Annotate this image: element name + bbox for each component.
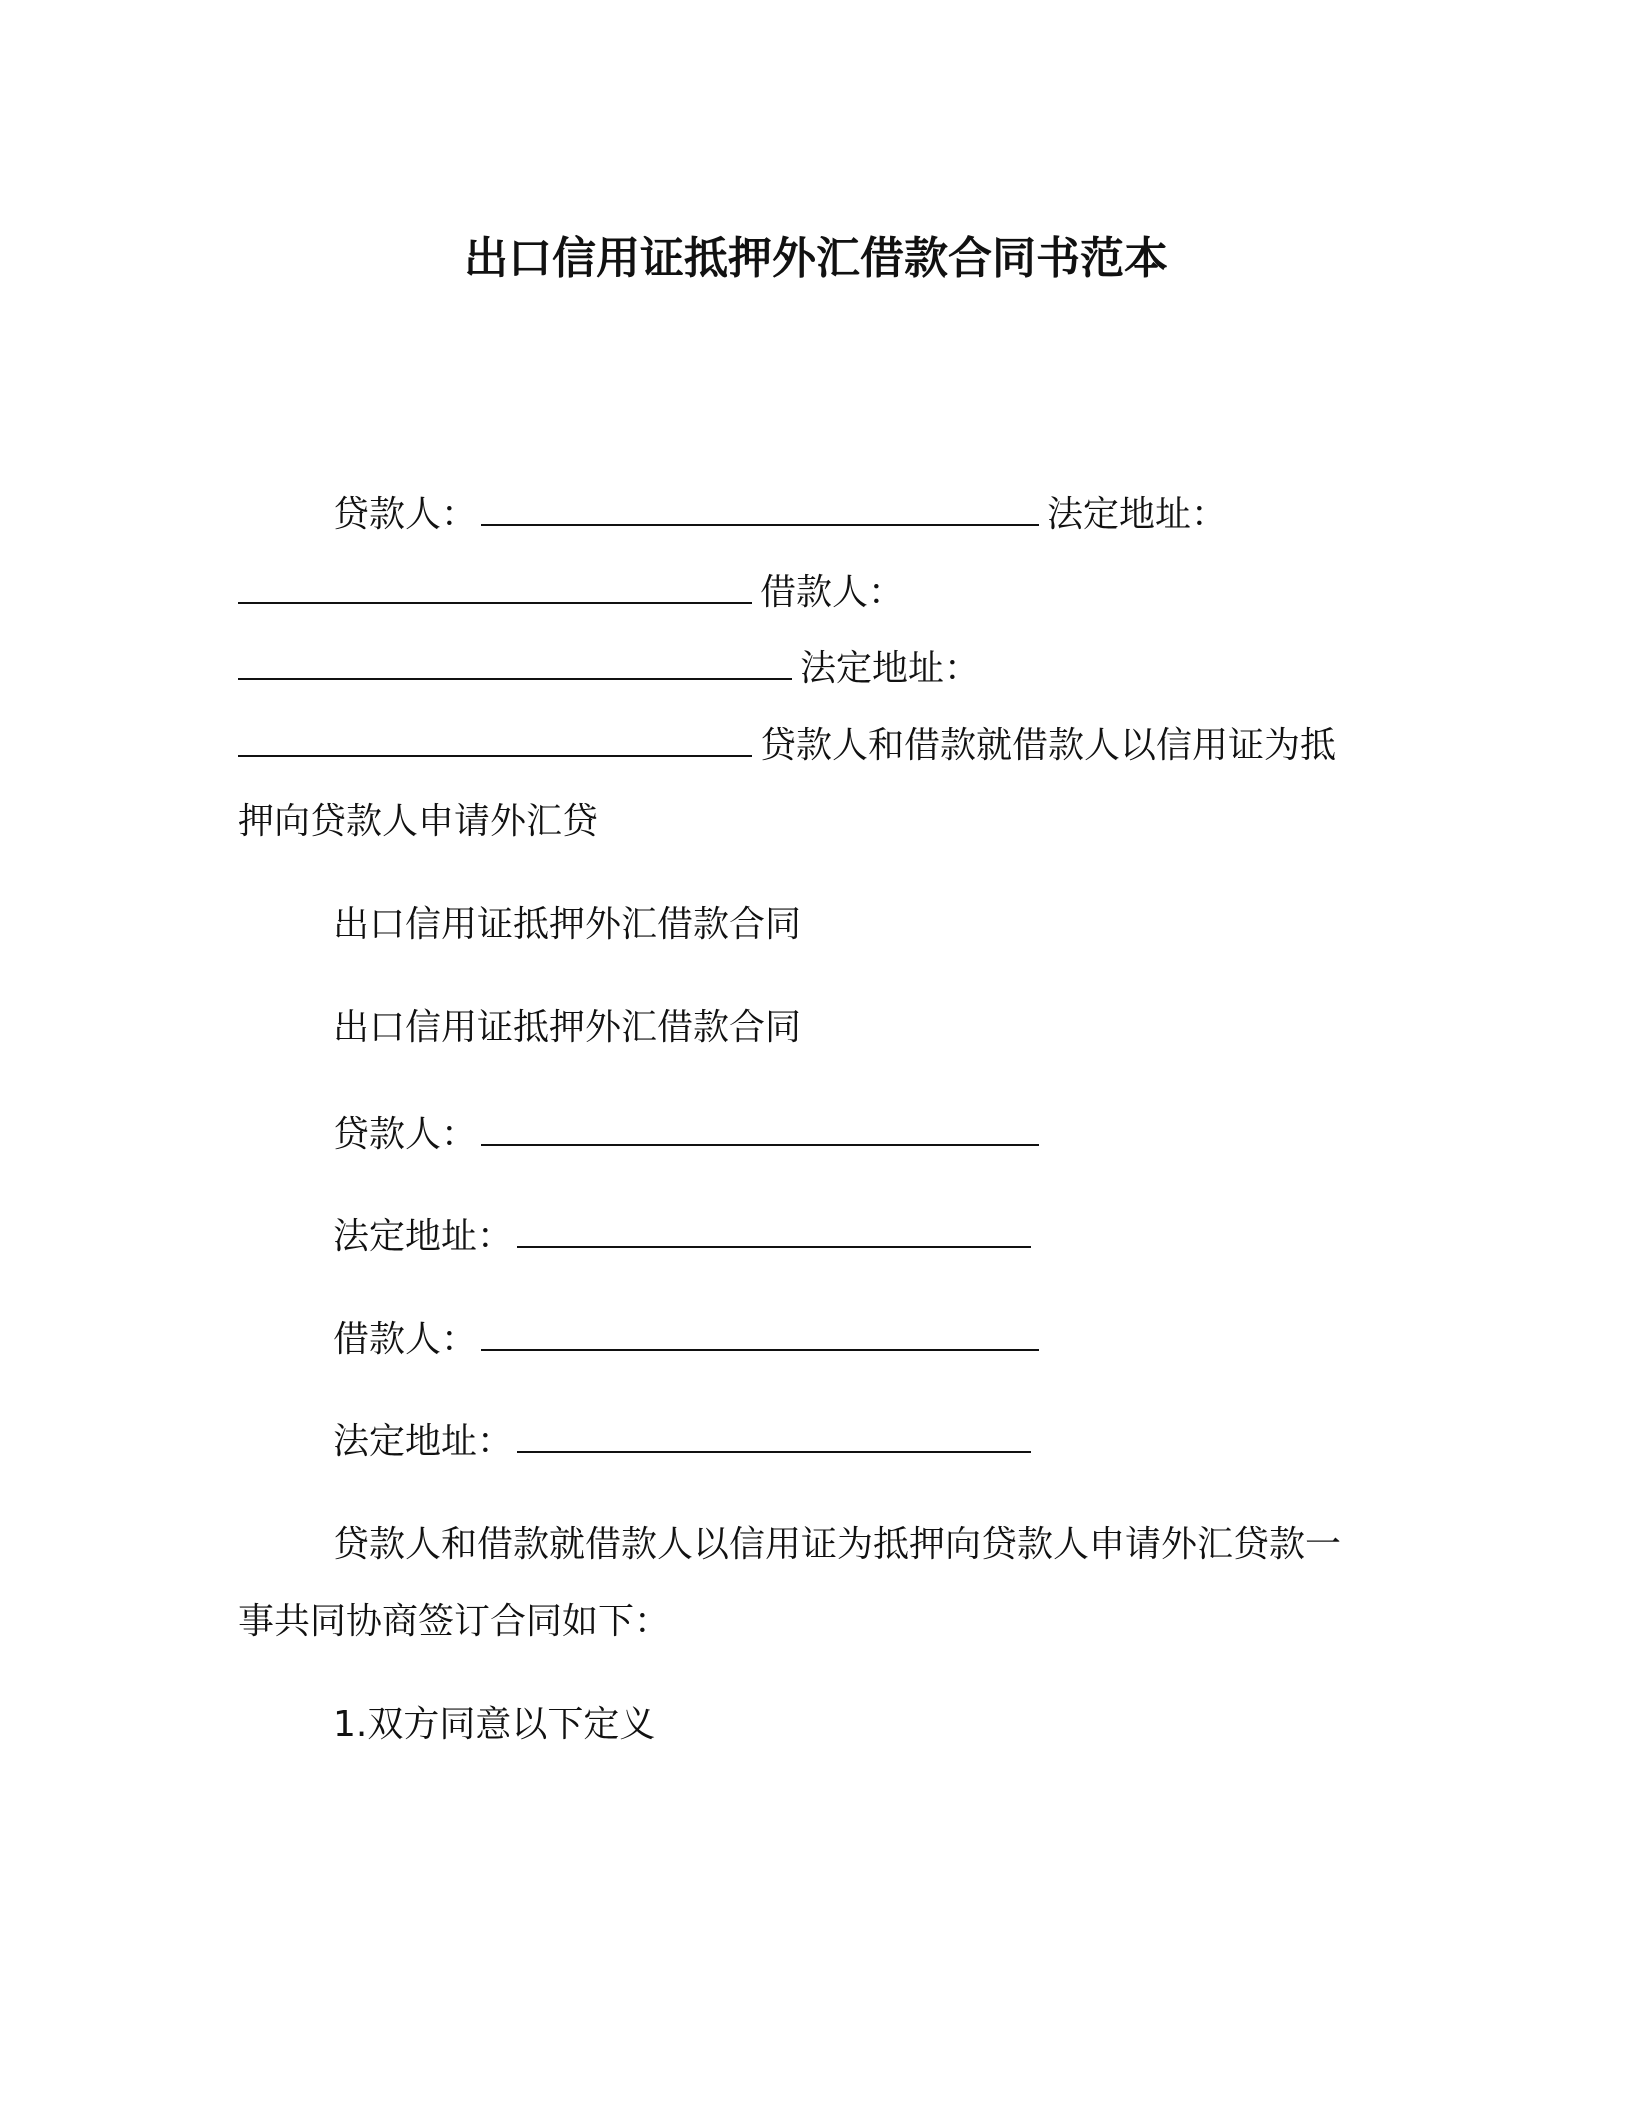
parties-borrower-blank <box>481 1319 1039 1351</box>
agreement-line-2: 事共同协商签订合同如下： <box>238 1601 671 1642</box>
intro-purpose-line-1: 贷款人和借款就借款人以信用证为抵 <box>760 725 1337 766</box>
intro-borrower-blank <box>238 648 792 680</box>
document-title: 出口信用证抵押外汇借款合同书范本 <box>464 233 1168 284</box>
parties-borrower-label: 借款人： <box>333 1319 478 1360</box>
parties-borrower-address-label: 法定地址： <box>333 1421 514 1462</box>
intro-lender-blank <box>481 494 1039 526</box>
intro-line-3 <box>238 647 980 691</box>
intro-line-2 <box>238 571 904 615</box>
parties-lender-blank <box>481 1114 1039 1146</box>
parties-lender-address-blank <box>517 1216 1031 1248</box>
agreement-line-1: 贷款人和借款就借款人以信用证为抵押向贷款人申请外汇贷款一 <box>333 1524 1342 1565</box>
parties-lender-address-label: 法定地址： <box>333 1216 514 1257</box>
intro-line-4 <box>238 724 1336 768</box>
parties-borrower-address-blank <box>517 1421 1031 1453</box>
intro-borrower-label: 借款人： <box>760 572 905 613</box>
intro-lender-address-label: 法定地址： <box>1047 494 1228 535</box>
contract-heading-2: 出口信用证抵押外汇借款合同 <box>333 1007 802 1048</box>
contract-heading-1: 出口信用证抵押外汇借款合同 <box>333 904 802 945</box>
intro-borrower-address-label: 法定地址： <box>800 648 981 689</box>
intro-line-1 <box>333 493 1227 537</box>
intro-lender-address-blank <box>238 572 752 604</box>
parties-lender-line <box>333 1113 1047 1157</box>
parties-lender-address-line <box>333 1215 1039 1259</box>
intro-purpose-line-2: 押向贷款人申请外汇贷 <box>238 801 599 842</box>
parties-lender-label: 贷款人： <box>333 1114 478 1155</box>
parties-borrower-address-line <box>333 1420 1039 1464</box>
parties-borrower-line <box>333 1318 1047 1362</box>
intro-borrower-address-blank <box>238 725 752 757</box>
clause-1-heading: 1.双方同意以下定义 <box>333 1704 656 1745</box>
intro-lender-label: 贷款人： <box>333 494 478 535</box>
